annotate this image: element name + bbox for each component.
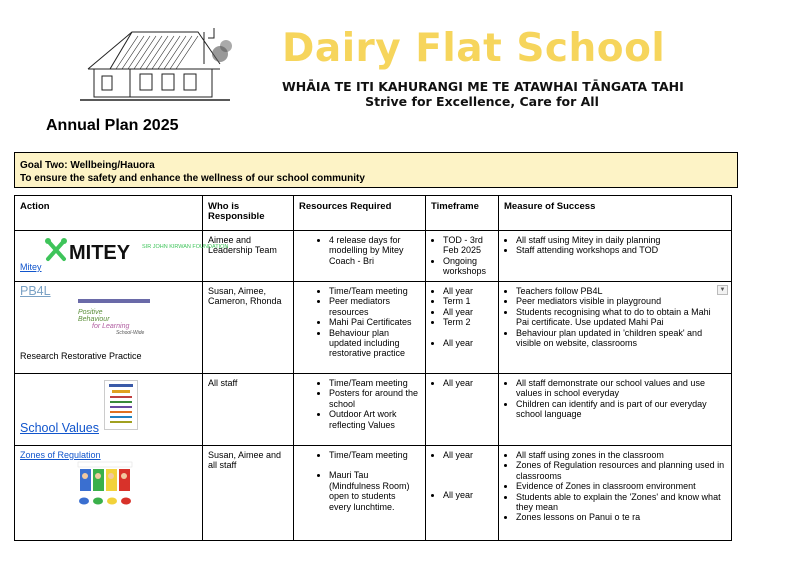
measure-item: • Teachers follow PB4L [516,286,726,296]
measure-item: • Students able to explain the 'Zones' and know what they mean [516,492,726,513]
resource-item: • Outdoor Art work reflecting Values [329,409,420,430]
timeframe-item: • Ongoing workshops [443,256,493,277]
resource-item: • Mahi Pai Certificates [329,317,420,327]
measure-cell [499,282,732,374]
measure-item: • Evidence of Zones in classroom environment [516,481,726,491]
action-cell [15,374,203,446]
timeframe-item: • All year [443,338,493,348]
mitey-link[interactable]: Mitey [20,262,42,272]
timeframe-item: • All year [443,378,493,388]
page-title: Annual Plan 2025 [46,117,179,134]
timeframe-item: • All year [443,490,493,500]
mitey-logo-sub: SIR JOHN KIRWAN FOUNDATION [142,244,229,250]
school-values-link[interactable]: School Values [20,421,99,435]
measure-cell [499,231,732,282]
mitey-logo [42,235,229,265]
school-values-poster [104,380,138,430]
measure-item: • All staff demonstrate our school values and use values in school everyday [516,378,726,399]
mitey-logo-text: MITEY [69,242,131,264]
action-cell [15,446,203,541]
resource-item: • Posters for around the school [329,388,420,409]
zones-of-regulation-image [78,462,132,510]
resource-item: • Time/Team meeting [329,450,420,460]
table-row [15,374,732,446]
measure-item: • Behaviour plan updated in 'children speak' and visible on website, classrooms [516,328,726,349]
resource-item: • Mauri Tau (Mindfulness Room) open to students every lunchtime. [329,470,420,512]
col-header-measure: Measure of Success [499,196,732,231]
pb4l-logo-line1: Positive [78,309,103,317]
timeframe-item: • All year [443,286,493,296]
resource-item: • 4 release days for modelling by Mitey Coach - Bri [329,235,420,266]
timeframe-cell [426,282,499,374]
who-cell: Susan, Aimee and all staff [203,446,294,541]
who-cell: Aimee and Leadership Team [203,231,294,282]
resource-item: • Time/Team meeting [329,286,420,296]
resource-item: • Behaviour plan updated including restorative practice [329,328,420,359]
pb4l-logo [78,299,150,351]
measure-cell [499,374,732,446]
timeframe-item: • All year [443,307,493,317]
school-motto-english: Strive for Excellence, Care for All [365,94,599,109]
table-row [15,231,732,282]
pb4l-logo-line3: for Learning [92,323,130,331]
table-row [15,282,732,374]
resources-cell [294,282,426,374]
school-motto-maori: WHĀIA TE ITI KAHURANGI ME TE ATAWHAI TĀNGATA TAHI [282,79,684,94]
measure-item: • Students recognising what to do to obtain a Mahi Pai certificate. Use updated Mahi Pai [516,307,726,328]
timeframe-cell [426,231,499,282]
who-cell: Susan, Aimee, Cameron, Rhonda [203,282,294,374]
goal-heading: Goal Two: Wellbeing/Hauora [20,160,155,171]
pb4l-logo-line4: School-Wide [116,330,145,337]
goal-box [14,152,738,188]
annual-plan-table [14,195,732,541]
school-name: Dairy Flat School [282,26,666,71]
action-cell [15,231,229,282]
table-header-row [15,196,732,231]
measure-item: • Staff attending workshops and TOD [516,245,726,255]
col-header-who: Who is Responsible [203,196,294,231]
measure-item: • Peer mediators visible in playground [516,296,726,306]
action-note: Research Restorative Practice [20,351,142,362]
measure-item: • Zones lessons on Panui o te ra [516,512,726,522]
resources-cell [294,374,426,446]
pb4l-link[interactable]: PB4L [20,284,51,298]
timeframe-item: • Term 2 [443,317,493,327]
col-header-timeframe: Timeframe [426,196,499,231]
who-cell: All staff [203,374,294,446]
timeframe-cell [426,374,499,446]
chevron-down-icon[interactable]: ▼ [717,285,728,295]
pb4l-logo-line2: Behaviour [78,316,110,324]
timeframe-item: • Term 1 [443,296,493,306]
timeframe-item: • TOD - 3rd Feb 2025 [443,235,493,256]
measure-item: • Children can identify and is part of our everyday school language [516,399,726,420]
goal-description: To ensure the safety and enhance the wellness of our school community [20,173,365,184]
measure-cell [499,446,732,541]
timeframe-item: • All year [443,450,493,460]
resources-cell [294,231,426,282]
measure-item: • All staff using Mitey in daily planning [516,235,726,245]
col-header-action: Action [15,196,203,231]
measure-item: • All staff using zones in the classroom [516,450,726,460]
school-house-logo [80,24,230,104]
measure-item: • Zones of Regulation resources and planning used in classrooms [516,460,726,481]
col-header-resources: Resources Required [294,196,426,231]
timeframe-cell [426,446,499,541]
resource-item: • Peer mediators resources [329,296,420,317]
resource-item: • Time/Team meeting [329,378,420,388]
resources-cell [294,446,426,541]
action-cell [15,282,203,374]
zones-link[interactable]: Zones of Regulation [20,450,101,460]
table-row [15,446,732,541]
pb4l-logo-bar [78,299,150,303]
